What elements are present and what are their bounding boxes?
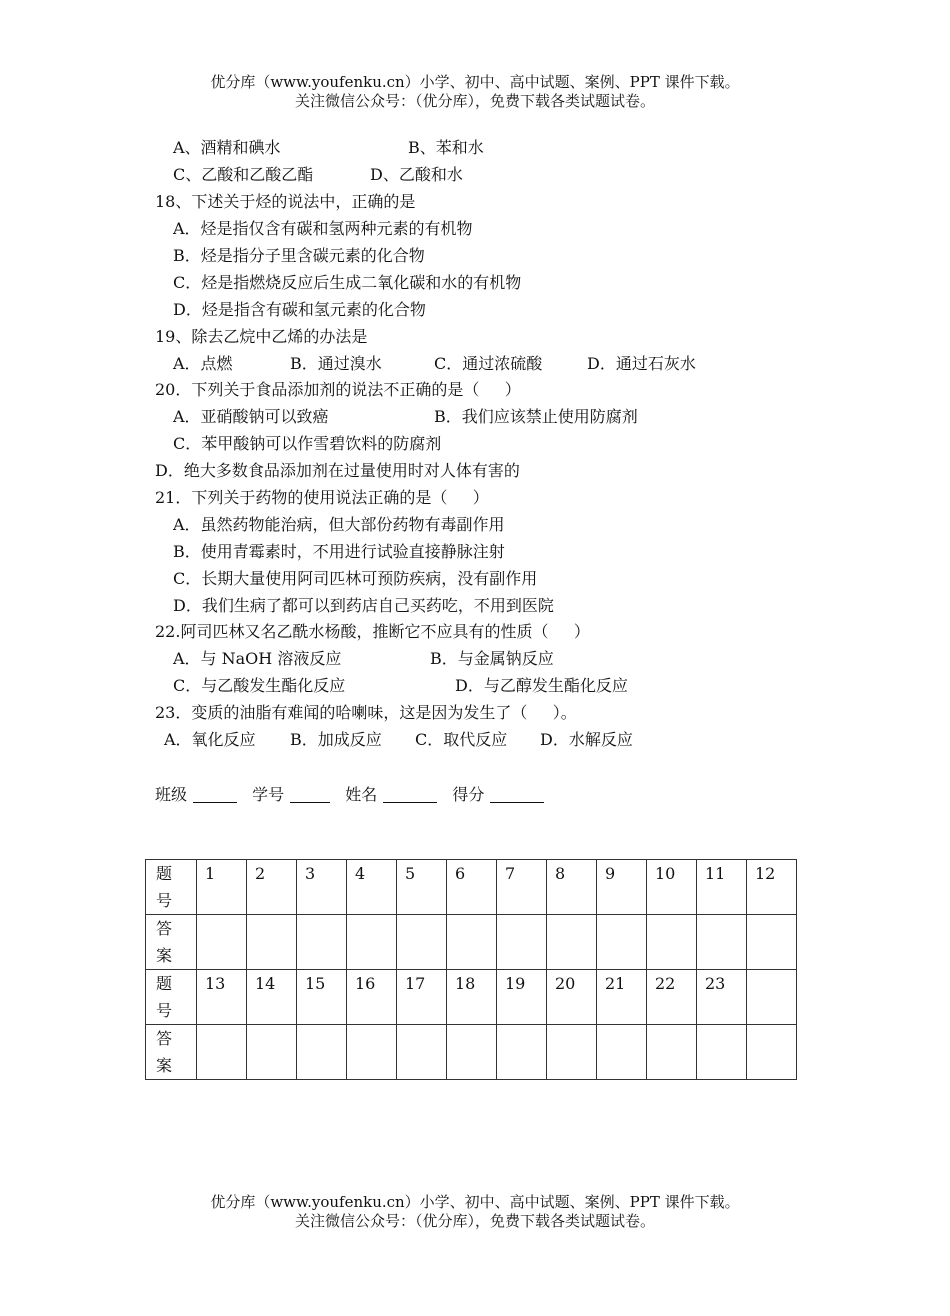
- q18-option-b: B．烃是指分子里含碳元素的化合物: [173, 246, 425, 265]
- q21-stem: 21．下列关于药物的使用说法正确的是（ ）: [155, 488, 489, 507]
- q17-option-a: A、酒精和碘水: [173, 138, 281, 157]
- answer-cell[interactable]: [547, 1025, 597, 1080]
- answer-row-1: [146, 915, 797, 970]
- answer-cell[interactable]: [347, 1025, 397, 1080]
- question-number-cell: 10: [647, 860, 697, 915]
- name-label: 姓名: [345, 785, 378, 804]
- q21-option-b: B．使用青霉素时，不用进行试验直接静脉注射: [173, 542, 505, 561]
- answer-row-2: [146, 1025, 797, 1080]
- number-header-cell: 题 号: [146, 860, 197, 915]
- question-number-cell: 23: [697, 970, 747, 1025]
- question-number-cell: 14: [247, 970, 297, 1025]
- score-blank[interactable]: [490, 786, 544, 803]
- answer-cell[interactable]: [297, 915, 347, 970]
- q17-option-d: D、乙酸和水: [370, 165, 463, 184]
- question-number-cell: 17: [397, 970, 447, 1025]
- q17-option-c: C、乙酸和乙酸乙酯: [173, 165, 314, 184]
- q20-option-b: B．我们应该禁止使用防腐剂: [434, 407, 638, 426]
- q22-option-a: A．与 NaOH 溶液反应: [173, 649, 342, 668]
- q18-option-c: C．烃是指燃烧反应后生成二氧化碳和水的有机物: [173, 273, 522, 292]
- footer-line-2: 关注微信公众号：（优分库），免费下载各类试题试卷。: [294, 1212, 655, 1230]
- answer-cell[interactable]: [597, 1025, 647, 1080]
- number-header-cell: 题 号: [146, 970, 197, 1025]
- score-label: 得分: [452, 785, 485, 804]
- q21-option-a: A．虽然药物能治病，但大部份药物有毒副作用: [173, 515, 505, 534]
- q22-stem: 22.阿司匹林又名乙酰水杨酸，推断它不应具有的性质（ ）: [155, 622, 590, 641]
- answer-cell[interactable]: [447, 1025, 497, 1080]
- q21-option-d: D．我们生病了都可以到药店自己买药吃，不用到医院: [173, 596, 554, 615]
- question-number-cell: 8: [547, 860, 597, 915]
- question-number-cell: 2: [247, 860, 297, 915]
- q23-option-c: C．取代反应: [415, 730, 508, 749]
- q22-option-b: B．与金属钠反应: [430, 649, 554, 668]
- answer-cell[interactable]: [697, 915, 747, 970]
- q23-option-a: A．氧化反应: [164, 730, 256, 749]
- q19-option-c: C．通过浓硫酸: [434, 354, 543, 373]
- name-blank[interactable]: [383, 786, 437, 803]
- answer-cell[interactable]: [197, 915, 247, 970]
- question-number-cell: 16: [347, 970, 397, 1025]
- class-label: 班级: [155, 785, 188, 804]
- q21-option-c: C．长期大量使用阿司匹林可预防疾病，没有副作用: [173, 569, 538, 588]
- question-number-cell: 6: [447, 860, 497, 915]
- question-number-cell: 21: [597, 970, 647, 1025]
- question-number-cell: 1: [197, 860, 247, 915]
- q18-option-d: D．烃是指含有碳和氢元素的化合物: [173, 300, 426, 319]
- header-line-1: 优分库（www.youfenku.cn）小学、初中、高中试题、案例、PPT 课件下载。: [210, 73, 740, 91]
- answer-cell[interactable]: [547, 915, 597, 970]
- answer-header-cell: 答 案: [146, 1025, 197, 1080]
- answer-cell[interactable]: [747, 915, 797, 970]
- q20-option-a: A．亚硝酸钠可以致癌: [173, 407, 329, 426]
- answer-cell[interactable]: [747, 1025, 797, 1080]
- answer-table: [145, 859, 797, 1080]
- answer-cell[interactable]: [647, 915, 697, 970]
- answer-cell[interactable]: [647, 1025, 697, 1080]
- answer-cell[interactable]: [397, 1025, 447, 1080]
- q20-option-d: D．绝大多数食品添加剂在过量使用时对人体有害的: [155, 461, 520, 480]
- answer-cell[interactable]: [497, 1025, 547, 1080]
- q19-stem: 19、除去乙烷中乙烯的办法是: [155, 327, 368, 346]
- question-number-cell: 22: [647, 970, 697, 1025]
- question-number-cell: 9: [597, 860, 647, 915]
- q23-option-b: B．加成反应: [290, 730, 382, 749]
- answer-cell[interactable]: [197, 1025, 247, 1080]
- question-number-cell: 4: [347, 860, 397, 915]
- q23-stem: 23．变质的油脂有难闻的哈喇味，这是因为发生了（ ）。: [155, 703, 577, 722]
- page-header: [0, 73, 950, 111]
- answer-cell[interactable]: [497, 915, 547, 970]
- q17-option-b: B、苯和水: [408, 138, 484, 157]
- q18-stem: 18、下述关于烃的说法中，正确的是: [155, 192, 416, 211]
- question-number-cell: 7: [497, 860, 547, 915]
- number-row-2: [146, 970, 797, 1025]
- answer-cell[interactable]: [397, 915, 447, 970]
- page-footer: [0, 1193, 950, 1231]
- question-number-cell: 19: [497, 970, 547, 1025]
- question-number-cell: 3: [297, 860, 347, 915]
- header-line-2: 关注微信公众号：（优分库），免费下载各类试题试卷。: [294, 92, 655, 110]
- q23-option-d: D．水解反应: [540, 730, 633, 749]
- q22-option-d: D．与乙醇发生酯化反应: [455, 676, 628, 695]
- q22-option-c: C．与乙酸发生酯化反应: [173, 676, 346, 695]
- answer-header-cell: 答 案: [146, 915, 197, 970]
- question-number-cell: 5: [397, 860, 447, 915]
- question-number-cell: [747, 970, 797, 1025]
- answer-cell[interactable]: [697, 1025, 747, 1080]
- q20-stem: 20．下列关于食品添加剂的说法不正确的是（ ）: [155, 380, 521, 399]
- question-number-cell: 12: [747, 860, 797, 915]
- q20-option-c: C．苯甲酸钠可以作雪碧饮料的防腐剂: [173, 434, 442, 453]
- answer-cell[interactable]: [447, 915, 497, 970]
- class-blank[interactable]: [193, 786, 237, 803]
- q18-option-a: A．烃是指仅含有碳和氢两种元素的有机物: [173, 219, 473, 238]
- question-number-cell: 18: [447, 970, 497, 1025]
- question-number-cell: 20: [547, 970, 597, 1025]
- answer-cell[interactable]: [597, 915, 647, 970]
- student-number-label: 学号: [252, 785, 285, 804]
- q19-option-a: A．点燃: [173, 354, 233, 373]
- answer-cell[interactable]: [347, 915, 397, 970]
- answer-cell[interactable]: [297, 1025, 347, 1080]
- footer-line-1: 优分库（www.youfenku.cn）小学、初中、高中试题、案例、PPT 课件下载。: [210, 1193, 740, 1211]
- question-number-cell: 13: [197, 970, 247, 1025]
- q19-option-b: B．通过溴水: [290, 354, 382, 373]
- answer-cell[interactable]: [247, 1025, 297, 1080]
- student-info-line: [155, 782, 554, 805]
- question-number-cell: 15: [297, 970, 347, 1025]
- number-row-1: [146, 860, 797, 915]
- q19-option-d: D．通过石灰水: [587, 354, 696, 373]
- student-number-blank[interactable]: [290, 786, 330, 803]
- answer-cell[interactable]: [247, 915, 297, 970]
- question-number-cell: 11: [697, 860, 747, 915]
